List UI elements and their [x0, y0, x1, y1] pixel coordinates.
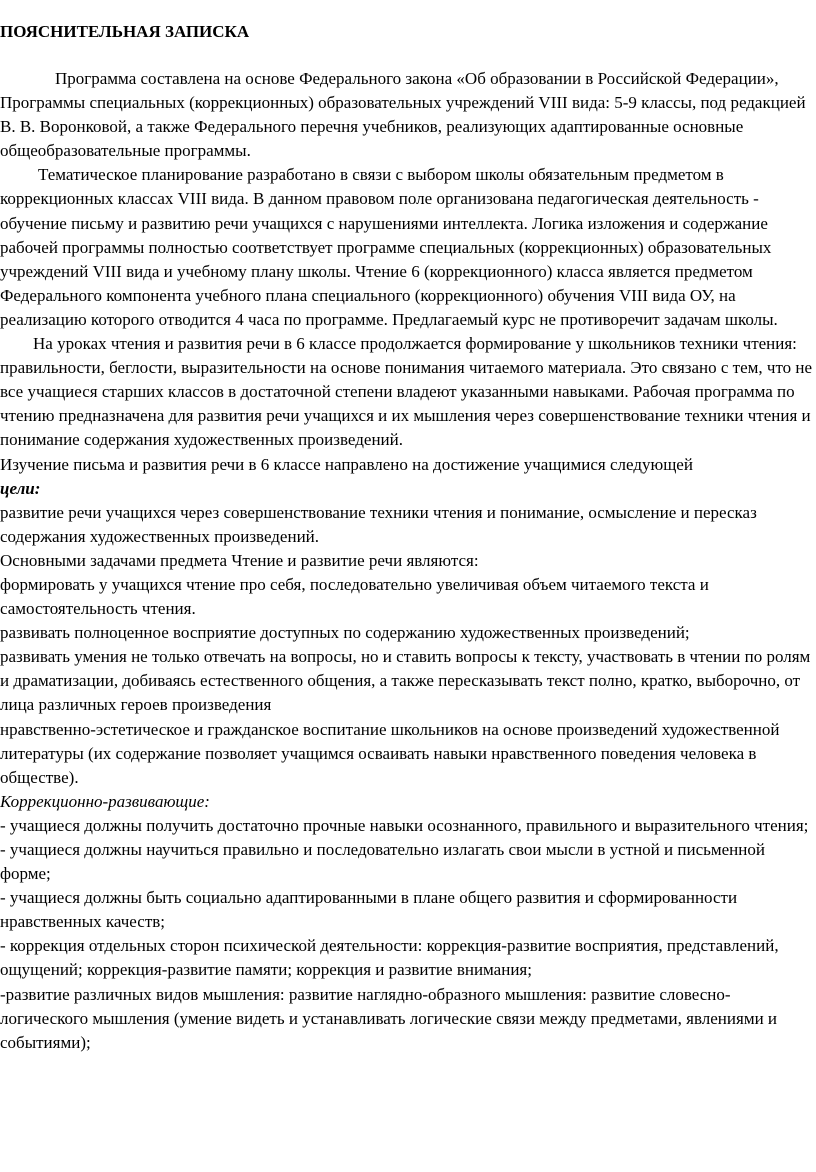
task-item: развивать полноценное восприятие доступных по содержанию художественных произведений; — [0, 623, 690, 643]
correction-heading: Коррекционно-развивающие: — [0, 791, 210, 811]
tasks-heading: Основными задачами предмета Чтение и развитие речи являются: — [0, 550, 479, 570]
page-title: ПОЯСНИТЕЛЬНАЯ ЗАПИСКА — [0, 22, 250, 41]
correction-item: - учащиеся должны быть социально адаптированными в плане общего развития и сформированности нравственных качеств; — [0, 888, 738, 932]
correction-item: - учащиеся должны научиться правильно и последовательно излагать свои мысли в устной и письменной форме; — [0, 840, 765, 884]
correction-item: -развитие различных видов мышления: развитие наглядно-образного мышления: развитие словесно-логического мышления (умение видеть и устанавливать логические связи между предметами, явлениями и событиями); — [0, 984, 778, 1052]
goal-text: развитие речи учащихся через совершенствование техники чтения и понимание, осмысление и пересказ содержания художественных произведений. — [0, 502, 757, 546]
task-item: формировать у учащихся чтение про себя, последовательно увеличивая объем читаемого текста и самостоятельность чтения. — [0, 574, 709, 619]
task-item: нравственно-эстетическое и гражданское воспитание школьников на основе произведений художественной литературы (их содержание позволяет учащимся осваивать навыки нравственного поведения человека в обществе). — [0, 719, 780, 787]
paragraph-thematic-planning: Тематическое планирование разработано в связи с выбором школы обязательным предметом в коррекционных классах VIII вида. В данном правовом поле организована педагогическая деятельность - обучение письму и развитию речи учащихся с нарушениями интеллекта. Логика изложения и содержание рабочей программы полностью соответствует программе специальных (коррекционных) образовательных учреждений VIII вида и учебному плану школы. Чтение 6 (коррекционного) класса является предметом Федерального компонента учебного плана специального (коррекционного) обучения VIII вида ОУ, на реализацию которого отводится 4 часа по программе. Предлагаемый курс не противоречит задачам школы. — [0, 165, 778, 329]
correction-item: - коррекция отдельных сторон психической деятельности: коррекция-развитие восприятия, представлений, ощущений; коррекция-развитие памяти; коррекция и развитие внимания; — [0, 936, 779, 980]
goal-heading: цели: — [0, 478, 41, 498]
task-item: развивать умения не только отвечать на вопросы, но и ставить вопросы к тексту, участвовать в чтении по ролям и драматизации, добиваясь естественного общения, а также пересказывать текст полно, кратко, выборочно, от лица различных героев произведения — [0, 647, 811, 715]
paragraph-reading-lessons: На уроках чтения и развития речи в 6 классе продолжается формирование у школьников техники чтения: правильности, беглости, выразительности на основе понимания читаемого материала. Это связано с тем, что не все учащиеся старших классов в достаточной степени владеют указанными навыками. Рабочая программа по чтению предназначена для развития речи учащихся и их мышления через совершенствование техники чтения и понимание содержания художественных произведений. — [0, 334, 813, 450]
paragraph-study-aim: Изучение письма и развития речи в 6 классе направлено на достижение учащимися следующей — [0, 454, 693, 474]
paragraph-program-basis: Программа составлена на основе Федерального закона «Об образовании в Российской Федерации», Программы специальных (коррекционных) образовательных учреждений VIII вида: 5-9 классы, под редакцией В. В. Воронковой, а также Федерального перечня учебников, реализующих адаптированные основные общеобразовательные программы. — [0, 69, 806, 161]
correction-item: - учащиеся должны получить достаточно прочные навыки осознанного, правильного и выразительного чтения; — [0, 815, 809, 835]
document-body — [0, 67, 816, 1055]
